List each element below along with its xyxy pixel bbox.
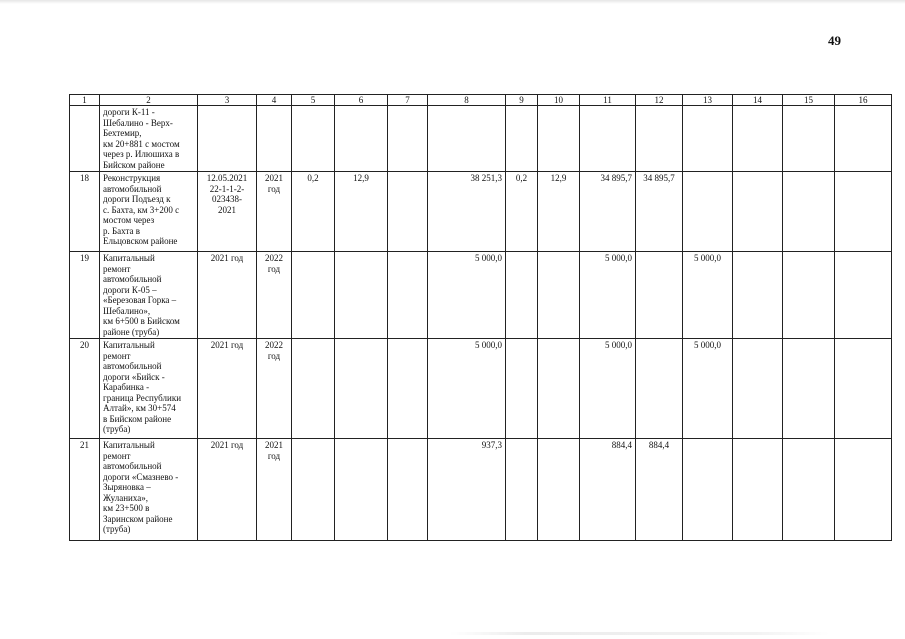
cell-c7 <box>388 172 428 252</box>
cell-line: Бийском районе <box>103 159 165 170</box>
cell-c7 <box>388 339 428 439</box>
cell-c9 <box>506 252 538 339</box>
cell-c14 <box>733 439 783 541</box>
cell-line: (труба) <box>103 424 131 434</box>
cell-line: 22-1-1-2- <box>209 183 245 194</box>
cell-c15 <box>783 252 835 339</box>
cell-line: автомобильной <box>103 183 162 194</box>
table-body <box>70 106 892 541</box>
cell-line: дороги К-05 – <box>103 284 157 295</box>
cell-c4 <box>257 439 292 541</box>
cell-c16 <box>835 106 892 172</box>
cell-c15 <box>783 439 835 541</box>
cell-c3 <box>198 439 257 541</box>
cell-line: 2022 <box>265 253 283 263</box>
cell-line: 2021 <box>218 204 236 215</box>
column-header: 12 <box>636 95 683 106</box>
column-header: 4 <box>257 95 292 106</box>
cell-c4 <box>257 339 292 439</box>
cell-no: 18 <box>70 172 100 252</box>
cell-line: автомобильной <box>103 274 162 284</box>
cell-line: Реконструкция <box>103 173 161 183</box>
cell-c12 <box>636 252 683 339</box>
cell-line: Заринском районе <box>103 513 173 524</box>
cell-c5: 0,2 <box>292 172 335 252</box>
cell-c13: 5 000,0 <box>683 339 733 439</box>
cell-c8: 5 000,0 <box>428 339 506 439</box>
cell-line: дороги К-11 - <box>103 107 155 117</box>
cell-no: 21 <box>70 439 100 541</box>
cell-name_lines <box>100 106 198 172</box>
cell-line: автомобильной <box>103 461 162 471</box>
column-header: 5 <box>292 95 335 106</box>
table-row <box>70 439 892 541</box>
cell-line: дороги «Бийск - <box>103 371 165 382</box>
cell-line: Алтай», км 30+574 <box>103 403 176 413</box>
cell-line: км 6+500 в Бийском <box>103 316 180 326</box>
cell-line: с. Бахта, км 3+200 с <box>103 204 180 215</box>
cell-c15 <box>783 172 835 252</box>
cell-c7 <box>388 439 428 541</box>
cell-c4 <box>257 252 292 339</box>
cell-line: 2021 год <box>210 253 244 263</box>
cell-c6 <box>335 339 388 439</box>
cell-line: 12.05.2021 <box>206 173 248 183</box>
cell-c9 <box>506 339 538 439</box>
cell-line: граница Республики <box>103 392 182 403</box>
cell-c15 <box>783 106 835 172</box>
cell-c10 <box>538 252 580 339</box>
cell-c10 <box>538 339 580 439</box>
column-header: 1 <box>70 95 100 106</box>
cell-c12 <box>636 106 683 172</box>
cell-c9 <box>506 106 538 172</box>
column-header: 15 <box>783 95 835 106</box>
column-header: 7 <box>388 95 428 106</box>
cell-c3 <box>198 172 257 252</box>
cell-c6 <box>335 106 388 172</box>
cell-c16 <box>835 172 892 252</box>
cell-c14 <box>733 339 783 439</box>
cell-c11: 34 895,7 <box>580 172 636 252</box>
cell-c4 <box>257 172 292 252</box>
cell-line: км 23+500 в <box>103 503 150 513</box>
cell-c11: 5 000,0 <box>580 339 636 439</box>
column-header: 16 <box>835 95 892 106</box>
cell-line: Капитальный <box>103 340 155 350</box>
cell-line: мостом через <box>103 215 155 225</box>
cell-c14 <box>733 252 783 339</box>
cell-c3 <box>198 106 257 172</box>
cell-c5 <box>292 439 335 541</box>
cell-line: районе (труба) <box>103 326 160 337</box>
cell-line: год <box>267 263 281 274</box>
column-header: 10 <box>538 95 580 106</box>
cell-line: автомобильной <box>103 361 162 371</box>
cell-c16 <box>835 339 892 439</box>
cell-line: дороги Подъезд к <box>103 194 171 204</box>
scan-edge-top <box>0 0 905 4</box>
cell-line: 2022 <box>265 340 283 350</box>
cell-c12: 34 895,7 <box>636 172 683 252</box>
cell-c4 <box>257 106 292 172</box>
cell-line: Шебалино», <box>103 305 151 316</box>
cell-c13: 5 000,0 <box>683 252 733 339</box>
column-header: 14 <box>733 95 783 106</box>
cell-no: 19 <box>70 252 100 339</box>
table-row <box>70 172 892 252</box>
cell-line: Шебалино - Верх- <box>103 117 173 128</box>
cell-line: 2021 год <box>210 440 244 450</box>
cell-c10: 12,9 <box>538 172 580 252</box>
cell-c8: 5 000,0 <box>428 252 506 339</box>
cell-c12 <box>636 339 683 439</box>
cell-name_lines <box>100 252 198 339</box>
cell-no: 20 <box>70 339 100 439</box>
column-header: 13 <box>683 95 733 106</box>
cell-c16 <box>835 252 892 339</box>
cell-line: 2021 год <box>210 340 244 350</box>
cell-no <box>70 106 100 172</box>
cell-line: год <box>267 450 281 461</box>
cell-c6 <box>335 439 388 541</box>
cell-name_lines <box>100 339 198 439</box>
cell-name_lines <box>100 439 198 541</box>
cell-c11: 5 000,0 <box>580 252 636 339</box>
table-row <box>70 106 892 172</box>
cell-line: Бехтемир, <box>103 128 142 138</box>
cell-c8 <box>428 106 506 172</box>
cell-c9 <box>506 439 538 541</box>
cell-line: через р. Илюшиха в <box>103 149 180 159</box>
cell-c6 <box>335 252 388 339</box>
cell-c14 <box>733 172 783 252</box>
cell-c3 <box>198 339 257 439</box>
cell-c7 <box>388 252 428 339</box>
cell-c11: 884,4 <box>580 439 636 541</box>
cell-line: ремонт <box>103 350 131 361</box>
cell-c10 <box>538 439 580 541</box>
cell-c13 <box>683 439 733 541</box>
cell-c11 <box>580 106 636 172</box>
cell-line: Зыряновка – <box>103 482 151 492</box>
cell-c8: 38 251,3 <box>428 172 506 252</box>
cell-c12: 884,4 <box>636 439 683 541</box>
cell-c3 <box>198 252 257 339</box>
cell-c15 <box>783 339 835 439</box>
cell-line: год <box>267 350 281 361</box>
cell-line: км 20+881 с мостом <box>103 138 180 149</box>
cell-line: 2021 <box>265 440 283 450</box>
cell-line: Жуланиха», <box>103 492 148 503</box>
cell-line: Капитальный <box>103 440 155 450</box>
cell-line: ремонт <box>103 450 131 461</box>
cell-line: Капитальный <box>103 253 155 263</box>
cell-line: р. Бахта в <box>103 225 140 236</box>
header-row <box>70 95 892 106</box>
cell-c8: 937,3 <box>428 439 506 541</box>
table-row <box>70 252 892 339</box>
cell-c10 <box>538 106 580 172</box>
column-header: 6 <box>335 95 388 106</box>
cell-line: Карабинка - <box>103 382 150 392</box>
cell-c5 <box>292 252 335 339</box>
cell-c14 <box>733 106 783 172</box>
cell-line: (труба) <box>103 524 131 534</box>
cell-c6: 12,9 <box>335 172 388 252</box>
cell-name_lines <box>100 172 198 252</box>
register-table <box>69 94 892 541</box>
column-header: 11 <box>580 95 636 106</box>
cell-line: 023438- <box>212 194 242 204</box>
cell-c9: 0,2 <box>506 172 538 252</box>
cell-line: ремонт <box>103 263 131 274</box>
cell-c5 <box>292 106 335 172</box>
column-header: 2 <box>100 95 198 106</box>
cell-line: «Березовая Горка – <box>103 295 177 305</box>
page-number: 49 <box>828 33 841 48</box>
cell-c16 <box>835 439 892 541</box>
cell-line: год <box>267 183 281 194</box>
cell-c7 <box>388 106 428 172</box>
column-header: 8 <box>428 95 506 106</box>
cell-c13 <box>683 106 733 172</box>
table-row <box>70 339 892 439</box>
cell-line: дороги «Смазнево - <box>103 471 179 482</box>
column-header: 3 <box>198 95 257 106</box>
cell-line: Ельцовском районе <box>103 236 178 246</box>
column-header: 9 <box>506 95 538 106</box>
cell-line: в Бийском районе <box>103 413 172 424</box>
cell-line: 2021 <box>265 173 283 183</box>
cell-c5 <box>292 339 335 439</box>
cell-c13 <box>683 172 733 252</box>
scan-edge-bottom <box>450 632 830 635</box>
